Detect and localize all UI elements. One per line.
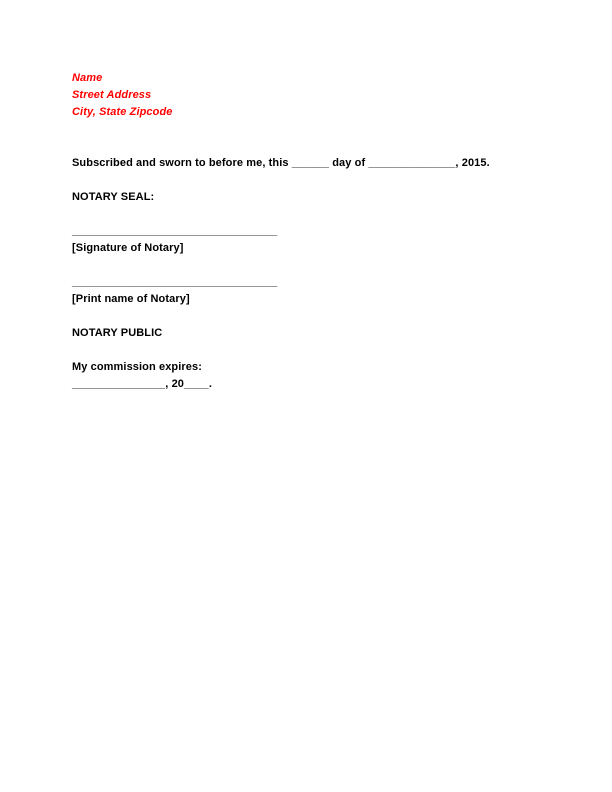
notary-seal-label: NOTARY SEAL: bbox=[72, 191, 155, 203]
blank-line bbox=[72, 257, 540, 274]
blank-line bbox=[72, 138, 540, 155]
sender-name: Name bbox=[72, 72, 103, 84]
sender-street-address: Street Address bbox=[72, 89, 152, 101]
sworn-statement-line: Subscribed and sworn to before me, this ______ day of ______________, 2015. bbox=[72, 157, 490, 169]
notary-public-label: NOTARY PUBLIC bbox=[72, 327, 163, 339]
blank-line bbox=[72, 172, 540, 189]
commission-expires-label: My commission expires: bbox=[72, 361, 202, 373]
blank-line bbox=[72, 342, 540, 359]
sender-city-state-zip: City, State Zipcode bbox=[72, 106, 173, 118]
print-name-blank-line: _________________________________ bbox=[72, 276, 278, 288]
blank-line bbox=[72, 206, 540, 223]
signature-caption: [Signature of Notary] bbox=[72, 242, 184, 254]
signature-blank-line: _________________________________ bbox=[72, 225, 278, 237]
document-content bbox=[72, 70, 540, 393]
blank-line bbox=[72, 308, 540, 325]
print-name-caption: [Print name of Notary] bbox=[72, 293, 190, 305]
commission-date-blank-line: _______________, 20____. bbox=[72, 378, 213, 390]
blank-line bbox=[72, 121, 540, 138]
